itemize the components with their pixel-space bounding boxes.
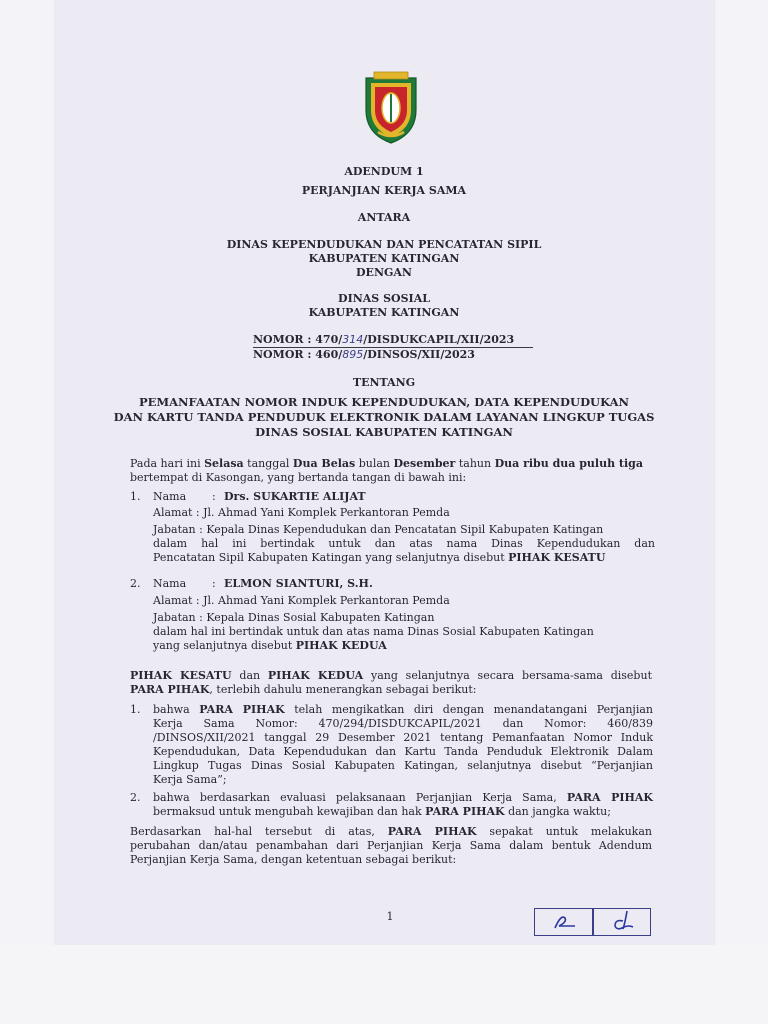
- paraf-divider: [592, 909, 594, 935]
- party1-desc-line2: Pencatatan Sipil Kabupaten Katingan yang selanjutnya disebut PIHAK KESATU: [153, 551, 606, 564]
- point1-line2: Kerja Sama Nomor: 470/294/DISDUKCAPIL/2021 dan Nomor: 460/839: [153, 717, 653, 730]
- point1-line1: bahwa PARA PIHAK telah mengikatkan diri dengan menandatangani Perjanjian: [153, 703, 654, 716]
- closing-line1: Berdasarkan hal-hal tersebut di atas, PARA PIHAK sepakat untuk melakukan: [130, 825, 652, 838]
- paraf-box: [534, 908, 651, 936]
- para-pihak-line2: PARA PIHAK, terlebih dahulu menerangkan sebagai berikut:: [130, 683, 477, 696]
- point1-line6: Kerja Sama”;: [153, 773, 227, 786]
- party2-jabatan: Jabatan : Kepala Dinas Sosial Kabupaten Katingan: [153, 611, 435, 624]
- closing-line2: perubahan dan/atau penambahan dari Perjanjian Kerja Sama dalam bentuk Adendum: [130, 839, 652, 852]
- perjanjian-heading: PERJANJIAN KERJA SAMA: [301, 184, 467, 197]
- point1-line4: Kependudukan, Data Kependudukan dan Kartu Tanda Penduduk Elektronik Dalam: [153, 745, 653, 758]
- page-gap: [0, 945, 768, 1024]
- point1-line3: /DINSOS/XII/2021 tanggal 29 Desember 2021 tentang Pemanfaatan Nomor Induk: [153, 731, 653, 744]
- party2-name-line1: DINAS SOSIAL: [338, 292, 430, 305]
- para-pihak-line1: PIHAK KESATU dan PIHAK KEDUA yang selanjutnya secara bersama-sama disebut: [130, 669, 652, 682]
- party1-nama-sep: :: [212, 490, 216, 503]
- party2-nama-label: Nama: [153, 577, 187, 590]
- paraf-signature-1: [551, 912, 579, 932]
- party1-name-line2: KABUPATEN KATINGAN: [308, 252, 460, 265]
- point1-number: 1.: [130, 703, 141, 716]
- kabupaten-katingan-emblem: [360, 70, 422, 145]
- party1-number: 1.: [130, 490, 141, 503]
- antara-heading: ANTARA: [357, 211, 411, 224]
- party1-jabatan: Jabatan : Kepala Dinas Kependudukan dan Pencatatan Sipil Kabupaten Katingan: [153, 523, 604, 536]
- party2-desc-line1: dalam hal ini bertindak untuk dan atas nama Dinas Sosial Kabupaten Katingan: [153, 625, 594, 638]
- subject-title-line1: PEMANFAATAN NOMOR INDUK KEPENDUDUKAN, DATA KEPENDUDUKAN: [138, 395, 630, 409]
- party2-desc-line2: yang selanjutnya disebut PIHAK KEDUA: [153, 639, 387, 652]
- nomor-dinsos: NOMOR : 460/895/DINSOS/XII/2023: [253, 348, 475, 361]
- party2-nama-sep: :: [212, 577, 216, 590]
- closing-line3: Perjanjian Kerja Sama, dengan ketentuan sebagai berikut:: [130, 853, 457, 866]
- page-number: 1: [386, 910, 394, 923]
- adendum-title: ADENDUM 1: [344, 165, 424, 178]
- point2-line2: bermaksud untuk mengubah kewajiban dan hak PARA PIHAK dan jangka waktu;: [153, 805, 611, 818]
- party2-name-line2: KABUPATEN KATINGAN: [308, 306, 460, 319]
- party1-name-line1: DINAS KEPENDUDUKAN DAN PENCATATAN SIPIL: [226, 238, 542, 251]
- subject-title-line3: DINAS SOSIAL KABUPATEN KATINGAN: [255, 425, 513, 439]
- paraf-signature-2: [607, 909, 637, 933]
- point2-number: 2.: [130, 791, 141, 804]
- intro-line1: Pada hari ini Selasa tanggal Dua Belas bulan Desember tahun Dua ribu dua puluh tiga: [130, 457, 643, 470]
- point2-line1: bahwa berdasarkan evaluasi pelaksanaan Perjanjian Kerja Sama, PARA PIHAK: [153, 791, 653, 804]
- party2-nama: ELMON SIANTURI, S.H.: [224, 577, 373, 590]
- party1-nama-label: Nama: [153, 490, 187, 503]
- party1-nama: Drs. SUKARTIE ALIJAT: [224, 490, 366, 503]
- party1-alamat: Alamat : Jl. Ahmad Yani Komplek Perkantoran Pemda: [153, 506, 450, 519]
- point1-line5: Lingkup Tugas Dinas Sosial Kabupaten Katingan, selanjutnya disebut “Perjanjian: [153, 759, 653, 772]
- intro-line2: bertempat di Kasongan, yang bertanda tangan di bawah ini:: [130, 471, 467, 484]
- party2-alamat: Alamat : Jl. Ahmad Yani Komplek Perkantoran Pemda: [153, 594, 450, 607]
- subject-title-line2: DAN KARTU TANDA PENDUDUK ELEKTRONIK DALAM LAYANAN LINGKUP TUGAS: [113, 410, 655, 424]
- party1-desc-line1: dalam hal ini bertindak untuk dan atas nama Dinas Kependudukan dan: [153, 537, 655, 550]
- nomor-disdukcapil: NOMOR : 470/314/DISDUKCAPIL/XII/2023: [253, 333, 515, 346]
- dengan-heading: DENGAN: [356, 266, 412, 279]
- tentang-heading: TENTANG: [352, 376, 416, 389]
- party2-number: 2.: [130, 577, 141, 590]
